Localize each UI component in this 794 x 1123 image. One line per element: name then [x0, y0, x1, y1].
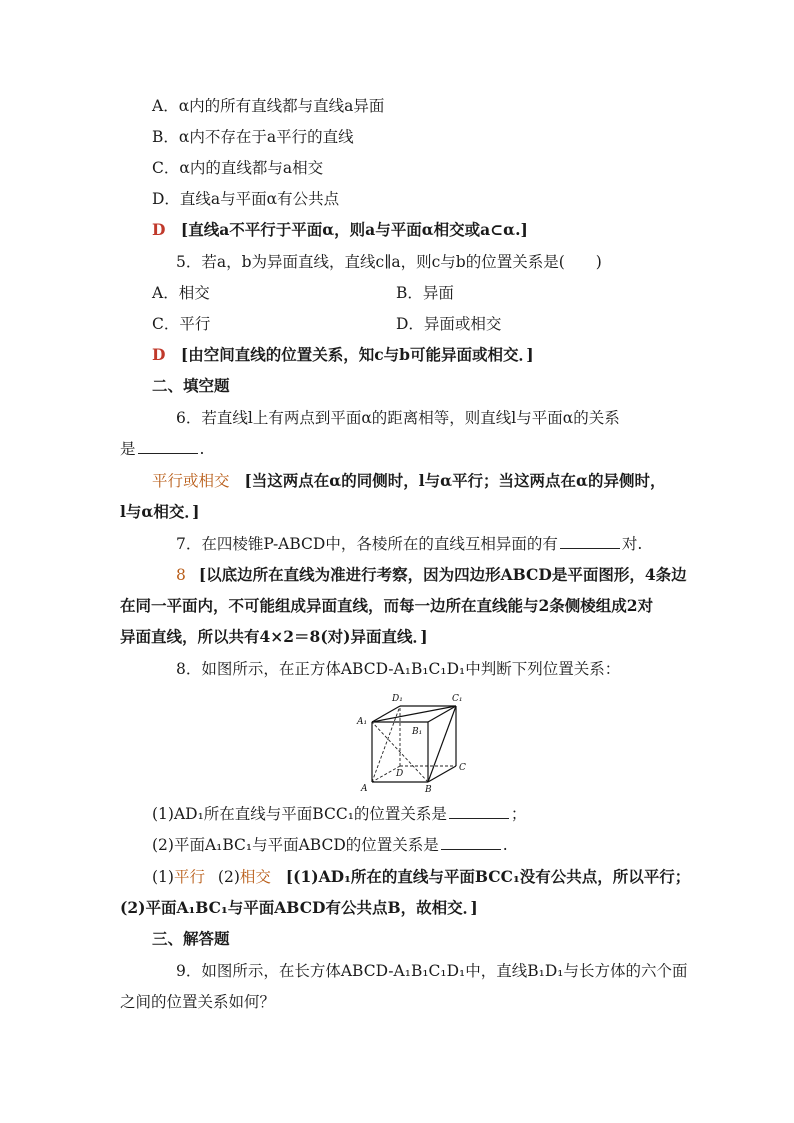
q6-stem-line2	[120, 439, 204, 459]
q8-sub2-suffix: .	[502, 836, 508, 854]
q8-answer-line1	[152, 867, 690, 887]
label-c1: C₁	[452, 694, 463, 704]
q8-sub2	[152, 835, 508, 855]
q6-blank	[138, 439, 198, 454]
section-title-fill-in: 二、填空题	[152, 377, 230, 395]
q8-ans2: 相交	[239, 868, 271, 886]
q7-stem	[176, 534, 642, 554]
q5-option-b: B．异面	[396, 284, 454, 302]
cube-figure	[352, 690, 472, 794]
q9-stem-line2: 之间的位置关系如何？	[120, 993, 276, 1011]
q5-stem: 5．若a，b为异面直线，直线c∥a，则c与b的位置关系是( )	[176, 253, 602, 271]
q4-answer	[152, 220, 528, 240]
q6-stem-prefix: 是	[120, 440, 136, 458]
q8-sub2-blank	[441, 835, 501, 850]
q6-explanation-1: [当这两点在α的同侧时，l与α平行；当这两点在α的异侧时，	[244, 471, 666, 490]
diag-a1c1	[372, 706, 456, 722]
edge-bc	[428, 766, 456, 782]
q6-explanation-2: l与α相交．]	[120, 502, 200, 521]
label-d1: D₁	[392, 694, 403, 704]
q8-ans2-label: (2)	[217, 868, 240, 886]
q5-option-c: C．平行	[152, 315, 211, 333]
label-a1: A₁	[357, 717, 368, 727]
q5-option-a: A．相交	[152, 284, 210, 302]
q8-ans1: 平行	[173, 868, 205, 886]
q8-sub1-suffix: ；	[510, 805, 527, 823]
q4-option-c: C．α内的直线都与a相交	[152, 159, 324, 177]
q8-explanation-2: (2)平面A₁BC₁与平面ABCD有公共点B，故相交．]	[120, 898, 478, 917]
q5-answer-letter: D	[152, 345, 166, 364]
q7-stem-suffix: 对.	[621, 535, 643, 553]
q7-explanation-2: 在同一平面内，不可能组成异面直线，而每一边所在直线能与2条侧棱组成2对	[120, 596, 654, 615]
q7-answer-line1	[176, 565, 687, 585]
q8-sub1	[152, 804, 526, 824]
q9-stem-line1: 9．如图所示，在长方体ABCD-A₁B₁C₁D₁中，直线B₁D₁与长方体的六个面	[176, 962, 688, 980]
q6-stem-suffix: .	[199, 440, 205, 458]
label-b1: B₁	[412, 727, 423, 737]
q7-blank	[560, 534, 620, 549]
q4-option-a: A．α内的所有直线都与直线a异面	[152, 97, 385, 115]
q7-stem-prefix: 7．在四棱锥P-ABCD中，各棱所在的直线互相异面的有	[176, 535, 558, 553]
q4-option-d: D．直线a与平面α有公共点	[152, 190, 340, 208]
q6-answer-line1	[152, 471, 665, 491]
q4-answer-letter: D	[152, 220, 166, 239]
q5-answer	[152, 345, 534, 365]
q8-stem: 8．如图所示，在正方体ABCD-A₁B₁C₁D₁中判断下列位置关系：	[176, 660, 621, 678]
q8-sub2-prefix: (2)平面A₁BC₁与平面ABCD的位置关系是	[152, 836, 439, 854]
q6-stem-line1: 6．若直线l上有两点到平面α的距离相等，则直线l与平面α的关系	[176, 409, 620, 427]
label-c: C	[459, 763, 466, 773]
q8-sub1-prefix: (1)AD₁所在直线与平面BCC₁的位置关系是	[152, 805, 447, 823]
q8-explanation-1: [(1)AD₁所在的直线与平面BCC₁没有公共点，所以平行；	[285, 867, 691, 886]
q4-answer-explanation: [直线a不平行于平面α，则a与平面α相交或a⊂α.]	[180, 220, 528, 239]
section-title-solution: 三、解答题	[152, 930, 230, 948]
q7-answer: 8	[176, 566, 186, 584]
q5-option-d: D．异面或相交	[396, 315, 502, 333]
label-a: A	[361, 784, 368, 794]
q7-explanation-1: [以底边所在直线为准进行考察，因为四边形ABCD是平面图形，4条边	[198, 565, 687, 584]
q7-explanation-3: 异面直线，所以共有4×2＝8(对)异面直线．]	[120, 627, 428, 646]
label-d: D	[396, 769, 404, 779]
diag-bc1	[428, 706, 456, 782]
q5-answer-explanation: [由空间直线的位置关系，知c与b可能异面或相交．]	[180, 345, 534, 364]
label-b: B	[425, 785, 432, 794]
q8-ans1-label: (1)	[152, 868, 174, 886]
q6-answer: 平行或相交	[152, 472, 230, 490]
q4-option-b: B．α内不存在于a平行的直线	[152, 128, 354, 146]
q8-sub1-blank	[449, 804, 509, 819]
